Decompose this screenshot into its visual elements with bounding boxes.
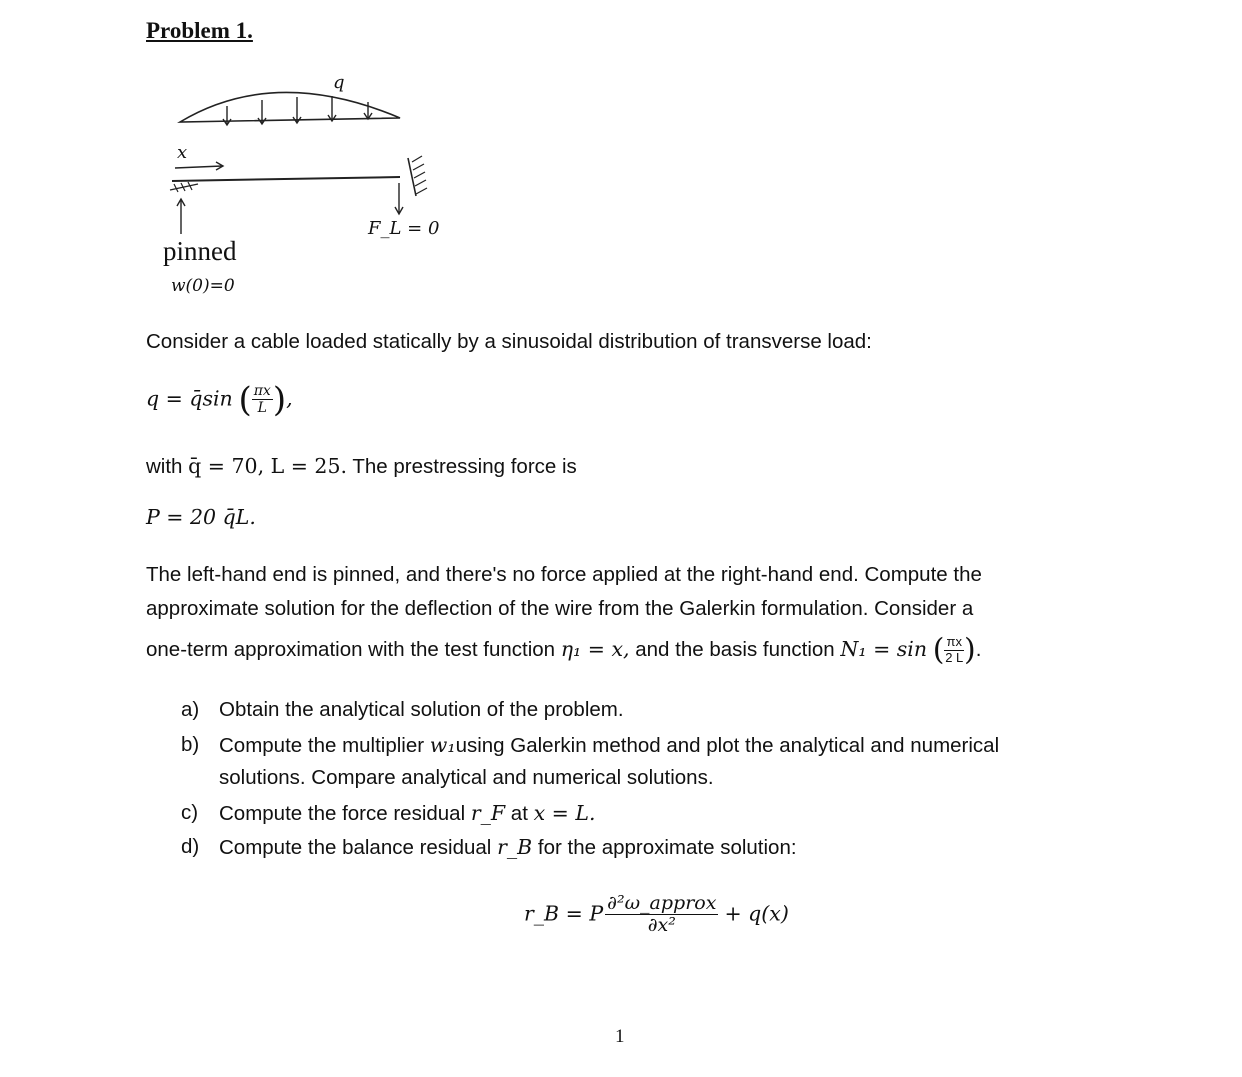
page-number: 1 (615, 1026, 625, 1047)
boundary-condition: w(0)=0 (171, 276, 235, 296)
params-line (146, 449, 577, 484)
cable-diagram (150, 70, 470, 310)
x-axis-arrow (175, 166, 222, 168)
basis-den: 2 L (945, 649, 964, 665)
basis-tail: . (975, 638, 982, 661)
body-line-3-prefix: one-term approximation with the test function (146, 638, 561, 661)
params-expr: q̄ = 70, L = 25. (188, 454, 348, 478)
cable-line (172, 177, 400, 181)
load-eq-tail: , (286, 386, 293, 411)
params-prefix: with (146, 455, 189, 478)
pinned-label: pinned (163, 236, 237, 266)
page-title: Problem 1. (146, 18, 253, 43)
balance-residual-symbol: r_B (497, 835, 533, 859)
force-residual-symbol: r_F (470, 801, 506, 825)
body-line-3-mid: and the basis function (629, 638, 841, 661)
load-equation: q = q̄sin ( $\frac{\pi x}{L}$ ), (146, 380, 293, 420)
prestress-equation: P = 20 q̄L. (146, 505, 256, 529)
residual-tail: + q(x) (724, 901, 789, 926)
residual-equation (524, 893, 789, 937)
load-label: q (333, 72, 345, 93)
body-line-3: one-term approximation with the test function η₁ = x, and the basis function N₁ = sin ( $\frac{\pi x}{2 L}$ ). (146, 632, 982, 668)
basis-function-lhs: N₁ = sin (840, 637, 928, 661)
residual-lhs: r_B = P (524, 901, 604, 926)
load-eq-lhs: q = q̄sin (146, 386, 233, 411)
residual-den: ∂x² (647, 913, 676, 936)
intro-text: Consider a cable loaded statically by a sinusoidal distribution of transverse load: (146, 330, 872, 353)
params-suffix: The prestressing force is (347, 455, 577, 478)
basis-num: πx (946, 634, 962, 650)
body-line-1: The left-hand end is pinned, and there's no force applied at the right-hand end. Compute the (146, 563, 982, 586)
test-function: η₁ = x, (560, 637, 630, 661)
load-eq-num: πx (253, 382, 271, 399)
body-line-2: approximate solution for the deflection of the wire from the Galerkin formulation. Consider a (146, 597, 974, 620)
residual-num: ∂²ω_approx (607, 892, 717, 914)
load-eq-den: L (257, 400, 267, 417)
x-axis-label: x (177, 142, 188, 163)
end-force-label: F_L = 0 (368, 218, 440, 239)
multiplier-symbol: w₁ (429, 733, 456, 757)
